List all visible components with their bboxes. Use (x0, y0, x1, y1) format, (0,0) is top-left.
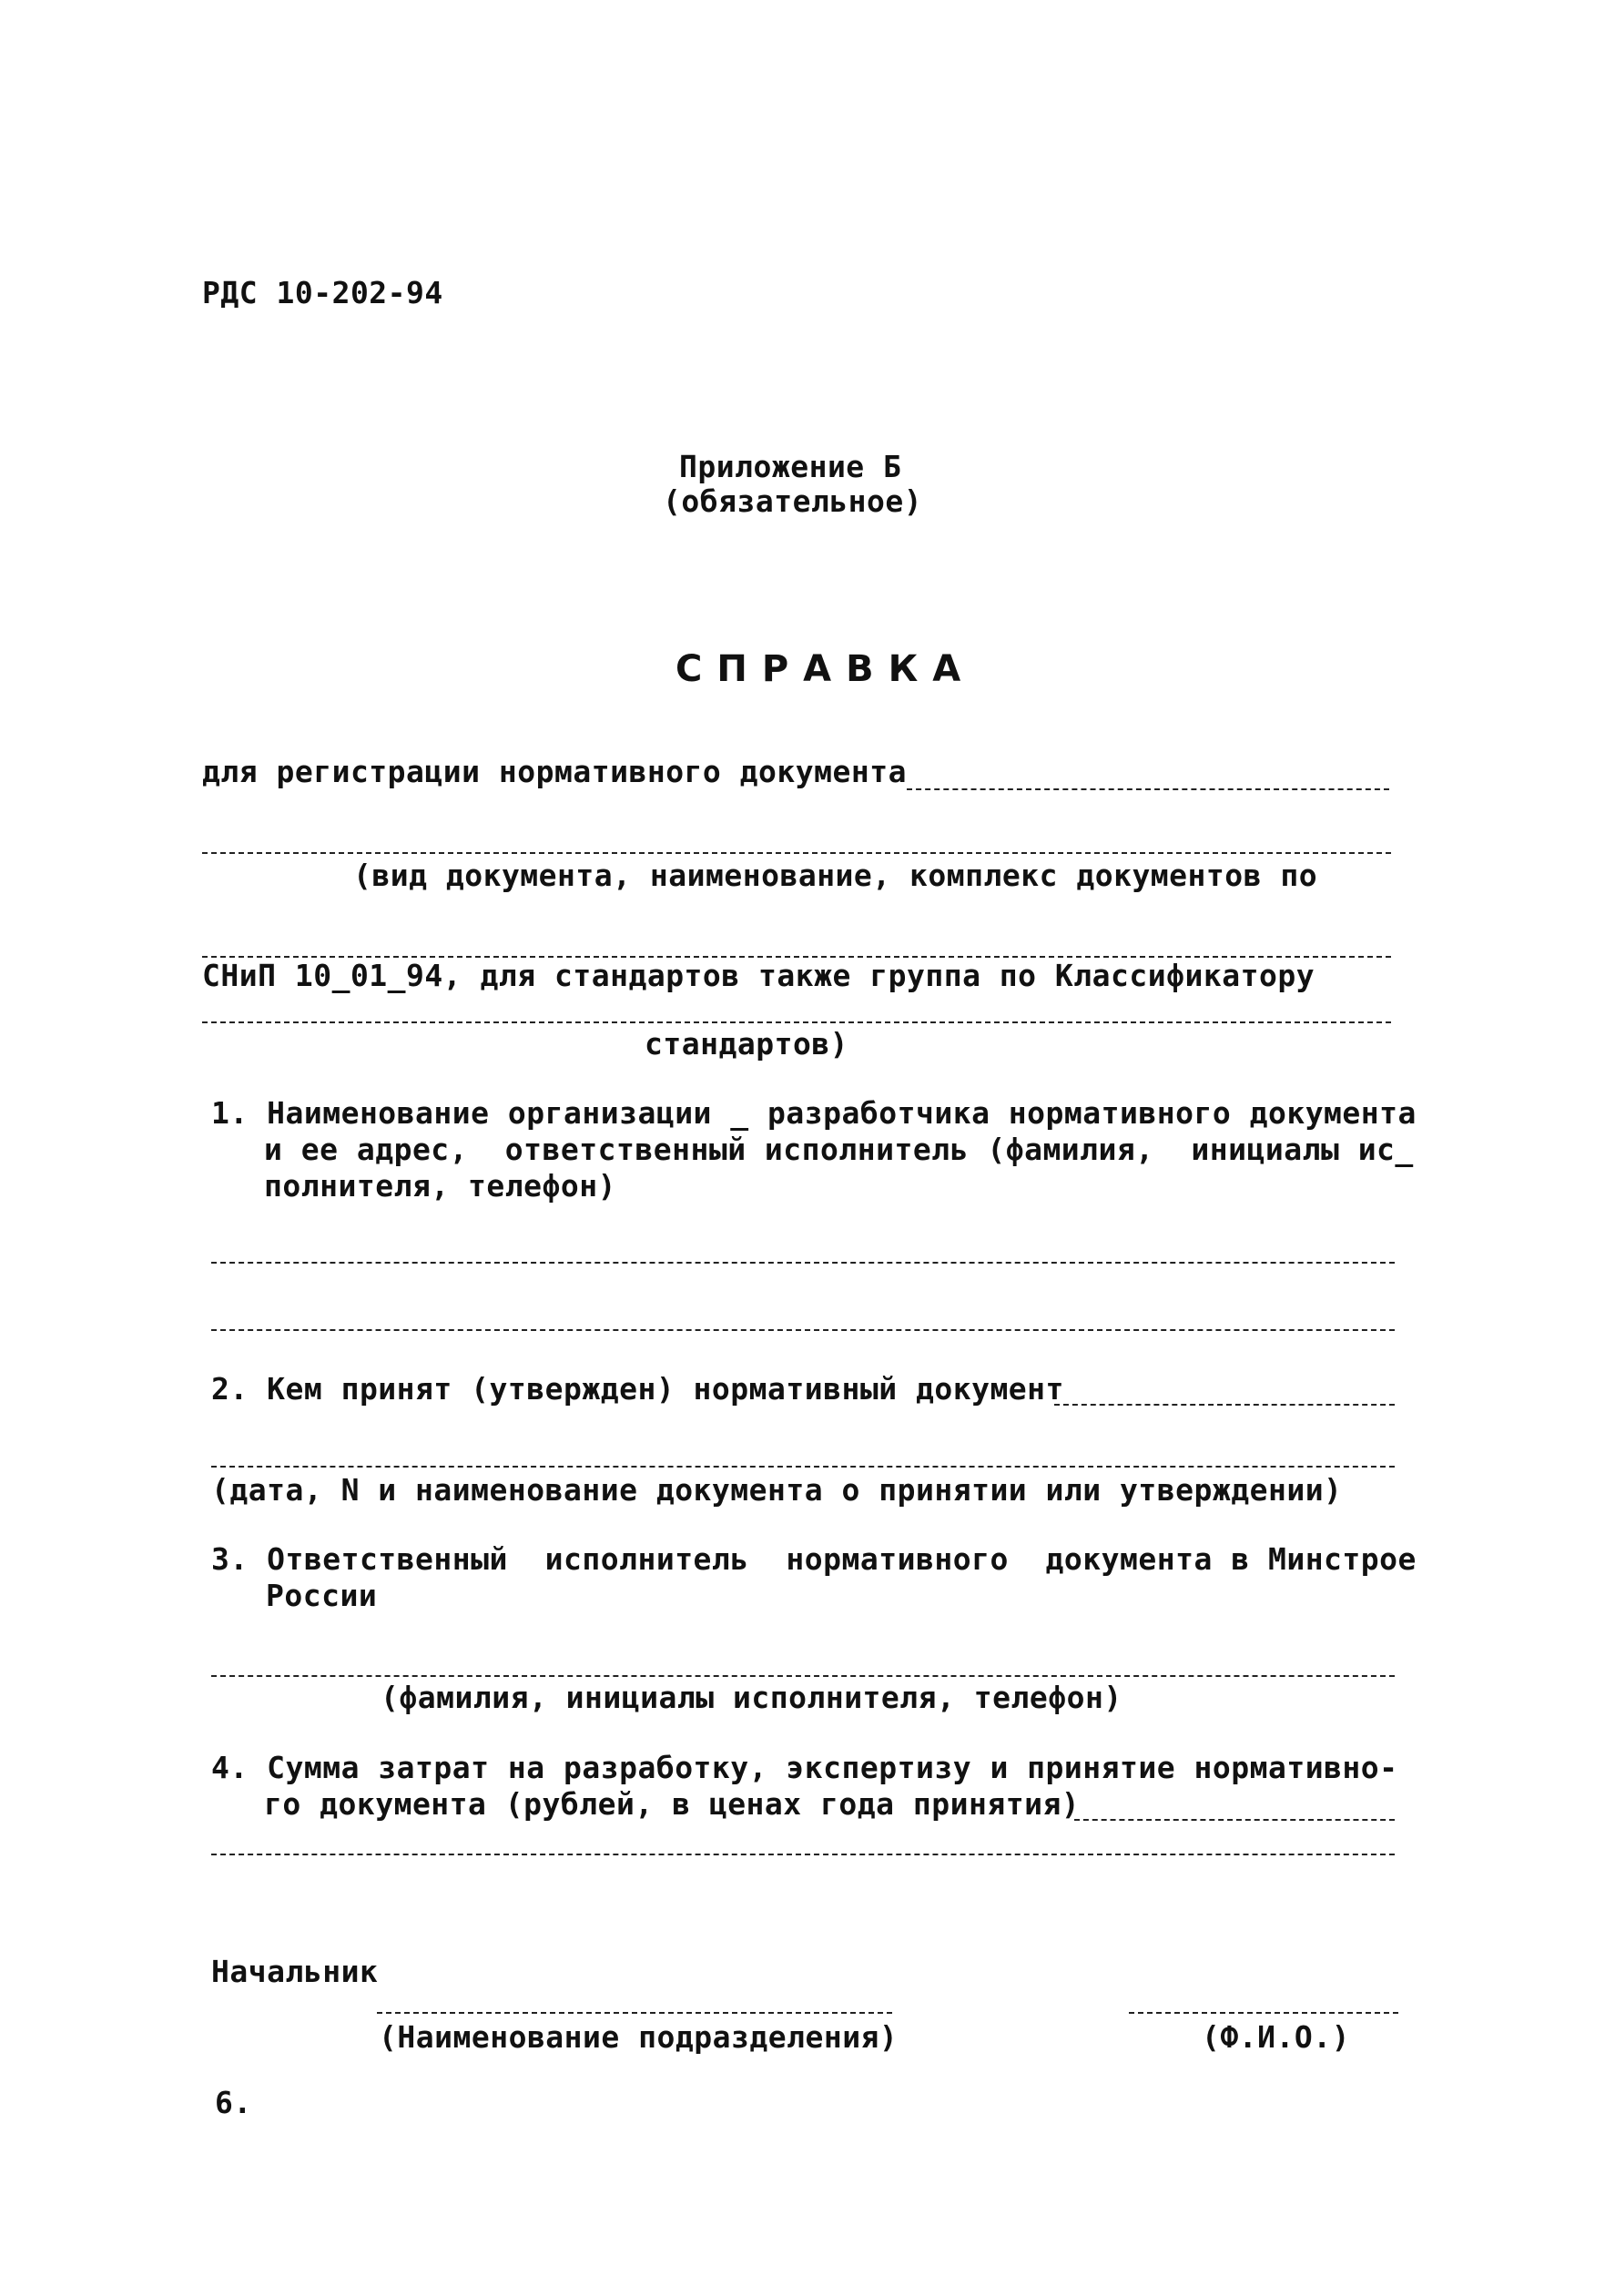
item-3-text: России (266, 1578, 378, 1613)
fill-line (202, 1021, 1391, 1023)
fill-line (1074, 1819, 1395, 1821)
intro-line: для регистрации нормативного документа (202, 754, 907, 789)
item-3-hint: (фамилия, инициалы исполнителя, телефон) (381, 1680, 1122, 1715)
fill-line (907, 788, 1389, 790)
page-number: 6. (215, 2085, 252, 2120)
document-code: РДС 10-202-94 (202, 275, 443, 310)
item-4-text: го документа (рублей, в ценах года принятия) (264, 1786, 1081, 1822)
signature-role: Начальник (211, 1954, 379, 1989)
item-2-text: 2. Кем принят (утвержден) нормативный документ (211, 1371, 1064, 1407)
fill-line (211, 1262, 1395, 1264)
document-title: СПРАВКА (675, 648, 976, 690)
appendix-title: Приложение Б (679, 449, 902, 484)
item-4-text: 4. Сумма затрат на разработку, экспертизу и принятие нормативно- (211, 1750, 1398, 1785)
intro-hint: (вид документа, наименование, комплекс документов по (353, 858, 1318, 893)
fill-line (211, 1329, 1395, 1331)
item-1-text: полнителя, телефон) (264, 1168, 616, 1204)
fill-line (1054, 1404, 1395, 1406)
fill-line (211, 1675, 1395, 1677)
intro-hint: стандартов) (645, 1026, 849, 1062)
fill-line (377, 2012, 892, 2014)
item-3-text: 3. Ответственный исполнитель нормативного документа в Минстрое (211, 1541, 1417, 1577)
item-1-text: и ее адрес, ответственный исполнитель (фамилия, инициалы ис_ (264, 1132, 1414, 1167)
intro-hint: СНиП 10_01_94, для стандартов также группа по Классификатору (202, 958, 1315, 993)
appendix-subtitle: (обязательное) (663, 483, 923, 519)
fill-line (211, 1854, 1395, 1855)
signature-unit-hint: (Наименование подразделения) (379, 2019, 899, 2055)
signature-name-hint: (Ф.И.О.) (1202, 2019, 1350, 2055)
fill-line (1129, 2012, 1398, 2014)
item-1-text: 1. Наименование организации _ разработчика нормативного документа (211, 1095, 1417, 1131)
fill-line (202, 852, 1391, 854)
fill-line (211, 1466, 1395, 1468)
item-2-hint: (дата, N и наименование документа о принятии или утверждении) (211, 1472, 1343, 1508)
